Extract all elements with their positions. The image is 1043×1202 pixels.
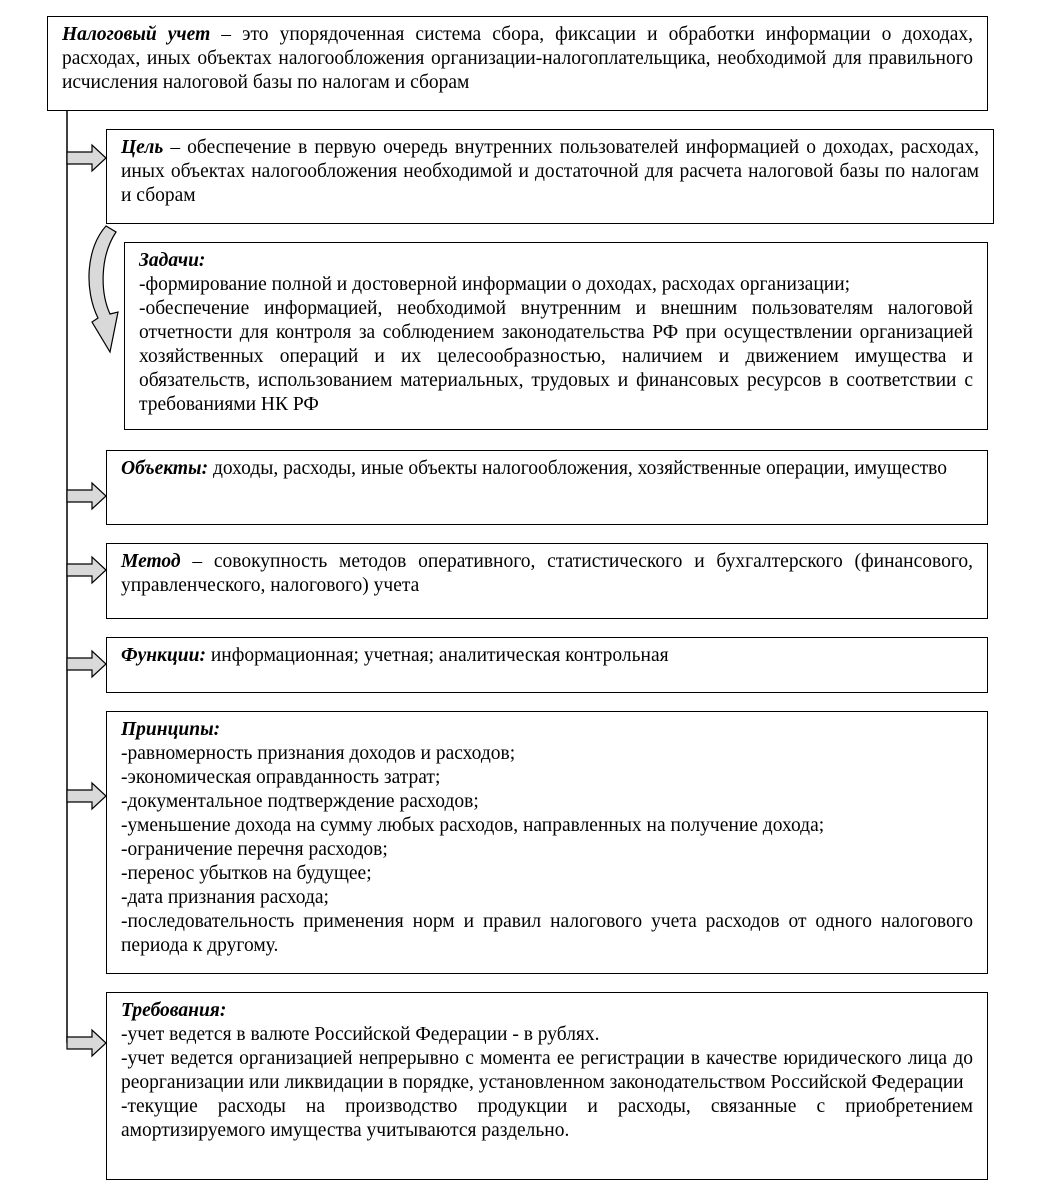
arrow-functions	[67, 651, 106, 677]
tasks-box	[124, 242, 988, 430]
arrow-objects	[67, 483, 106, 509]
arrow-method	[67, 557, 106, 583]
principles-item: -перенос убытков на будущее;	[121, 863, 372, 884]
principles-item: -дата признания расхода;	[121, 887, 329, 908]
definition-text: – это упорядоченная система сбора, фиксации и обработки информации о доходах, расходах, иных объектах налогообложения организации-налогоплательщика, необходимой для правильного исчисления налоговой базы по налогам и сборам	[62, 24, 973, 93]
tasks-item: -обеспечение информацией, необходимой внутренним и внешним пользователям налоговой отчетности для контроля за соблюдением законодательства РФ при осуществлении организацией хозяйственных операций и их целесообразностью, наличием и движением имущества и обязательств, использованием материальных, трудовых и финансовых ресурсов в соответствии с требованиями НК РФ	[139, 298, 973, 415]
principles-item: -равномерность признания доходов и расходов;	[121, 743, 516, 764]
principles-box	[106, 711, 988, 974]
definition-box	[47, 16, 988, 111]
functions-term: Функции:	[121, 645, 206, 666]
requirements-box	[106, 992, 988, 1180]
functions-box	[106, 637, 988, 693]
requirements-item: -текущие расходы на производство продукции и расходы, связанные с приобретением амортизируемого имущества учитываются раздельно.	[121, 1096, 973, 1141]
method-box	[106, 543, 988, 619]
requirements-item: -учет ведется в валюте Российской Федерации - в рублях.	[121, 1024, 600, 1045]
requirements-term: Требования:	[121, 1000, 227, 1021]
objects-term: Объекты:	[121, 458, 209, 479]
principles-item: -ограничение перечня расходов;	[121, 839, 388, 860]
objects-text: доходы, расходы, иные объекты налогообложения, хозяйственные операции, имущество	[208, 458, 947, 479]
principles-term: Принципы:	[121, 719, 221, 740]
arrow-goal	[67, 145, 106, 171]
tasks-term: Задачи:	[139, 250, 206, 271]
objects-box	[106, 450, 988, 525]
arrow-principles	[67, 783, 106, 809]
principles-item: -последовательность применения норм и правил налогового учета расходов от одного налогового периода к другому.	[121, 911, 973, 956]
method-text: – совокупность методов оперативного, статистического и бухгалтерского (финансового, управленческого, налогового) учета	[121, 551, 973, 596]
functions-text: информационная; учетная; аналитическая контрольная	[205, 645, 669, 666]
definition-term: Налоговый учет	[62, 24, 211, 45]
goal-term: Цель	[121, 137, 164, 158]
goal-box	[106, 129, 994, 224]
curved-arrow-tasks	[89, 226, 118, 352]
goal-text: – обеспечение в первую очередь внутренних пользователей информацией о доходах, расходах, иных объектах налогообложения необходимой и достаточной для расчета налоговой базы по налогам и сборам	[121, 137, 979, 206]
requirements-item: -учет ведется организацией непрерывно с момента ее регистрации в качестве юридического лица до реорганизации или ликвидации в порядке, установленном законодательством Российской Федерации	[121, 1048, 973, 1093]
principles-item: -уменьшение дохода на сумму любых расходов, направленных на получение дохода;	[121, 815, 825, 836]
arrow-requirements	[67, 1030, 106, 1056]
principles-item: -документальное подтверждение расходов;	[121, 791, 479, 812]
tasks-item: -формирование полной и достоверной информации о доходах, расходах организации;	[139, 274, 851, 295]
method-term: Метод	[121, 551, 181, 572]
principles-item: -экономическая оправданность затрат;	[121, 767, 441, 788]
